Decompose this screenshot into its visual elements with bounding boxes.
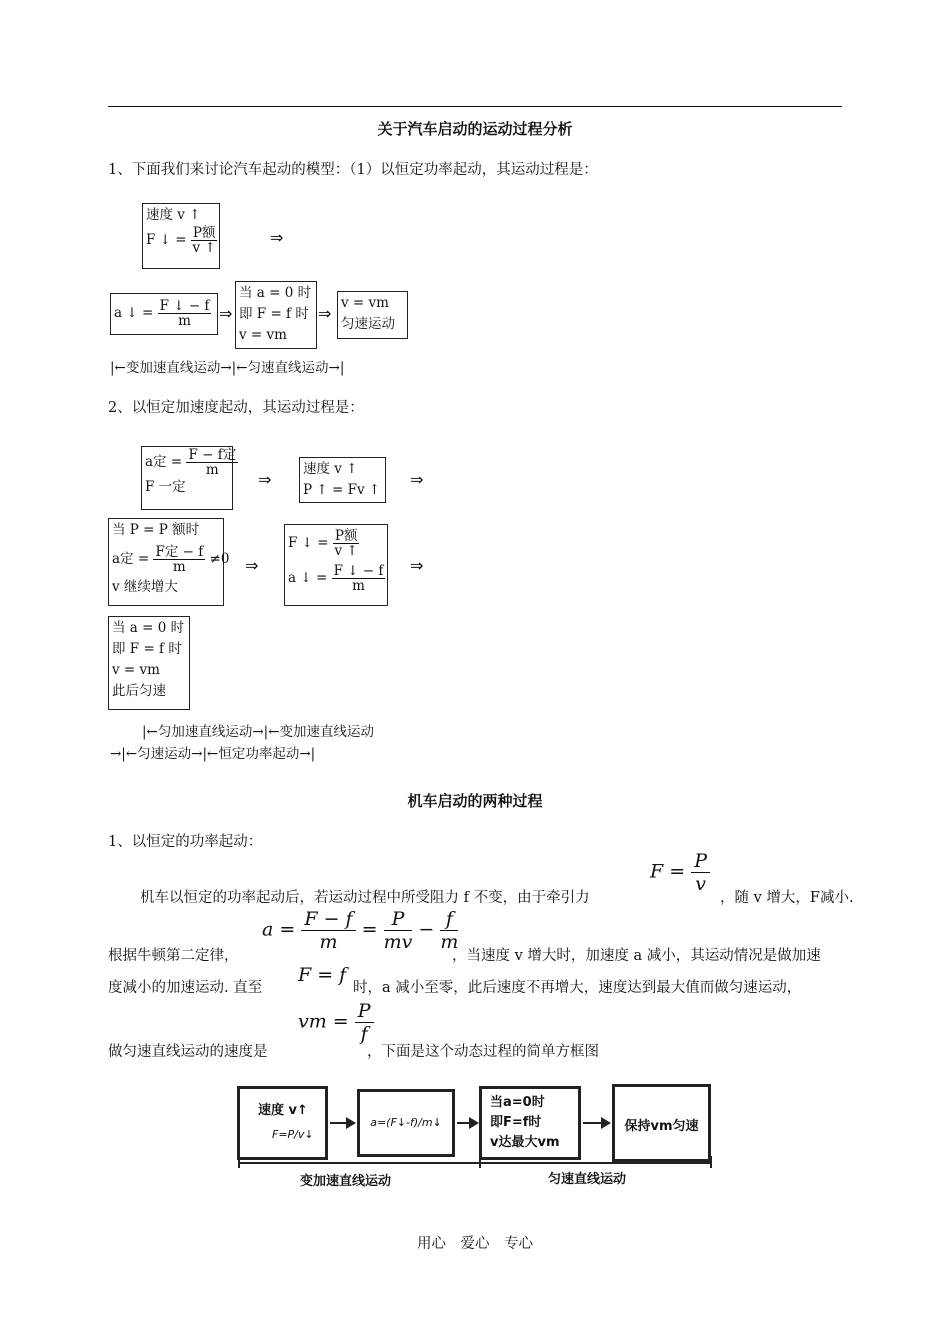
paragraph-5b: ，当速度 v 增大时，加速度 a 减小，其运动情况是做加速 (452, 948, 821, 964)
paragraph-5a: 根据牛顿第二定律， (108, 948, 239, 964)
fig2-box-force-decrease: F ↓ = $\frac{\text{P额}}{v ↑}$ a ↓ = $\frac{F ↓ - f}{m}$ (284, 524, 388, 606)
fig2-box-speed: 速度 v ↑ P ↑ = Fv ↑ (299, 457, 386, 503)
fig2-span-row1: |←匀加速直线运动→|←变加速直线运动 (142, 724, 375, 740)
section-title: 机车启动的两种过程 (407, 792, 543, 810)
formula-newton-second-law: a = $\frac{F - f}{m}$ = $\frac{P}{mv}$ − $\frac{f}{m}$ (262, 908, 459, 953)
implies-arrow: ⇒ (219, 304, 233, 323)
fig3-box-speed: 速度 v↑ F=P/v↓ (237, 1086, 328, 1160)
fig3-arrow (583, 1122, 609, 1124)
fig3-span-label-uniform: 匀速直线运动 (548, 1172, 627, 1187)
fig3-span-line (238, 1162, 711, 1164)
paragraph-4b: ，随 v 增大，F减小. (720, 890, 854, 906)
fig2-box-a-const: a定 = $\frac{\text{F − f定}}{m}$ F 一定 (141, 446, 233, 510)
implies-arrow: ⇒ (410, 556, 424, 575)
header-rule (108, 106, 842, 107)
fig2-span-row2: →|←匀速运动→|←恒定功率起动→| (110, 746, 316, 762)
fig3-box-uniform: 保持vm匀速 (612, 1084, 711, 1162)
formula-vm-equals-P-over-f: vm = $\frac{P}{f}$ (298, 1000, 374, 1045)
paragraph-7a: 做匀速直线运动的速度是 (108, 1044, 268, 1060)
fig1-box-condition: 当 a = 0 时 即 F = f 时 v = vm (235, 281, 317, 349)
fig3-span-tick (710, 1156, 712, 1168)
implies-arrow: ⇒ (318, 304, 332, 323)
paragraph-2: 2、以恒定加速度起动，其运动过程是： (108, 400, 364, 416)
fig2-box-condition: 当 a = 0 时 即 F = f 时 v = vm 此后匀速 (108, 616, 190, 710)
fig2-box-power-rated: 当 P = P 额时 a定 = $\frac{\text{F定 − f}}{m}$ ≠0 v 继续增大 (108, 518, 224, 606)
implies-arrow: ⇒ (258, 470, 272, 489)
fig3-arrow (330, 1122, 354, 1124)
paragraph-4a: 机车以恒定的功率起动后，若运动过程中所受阻力 f 不变，由于牵引力 (140, 890, 590, 906)
fig3-box-acceleration: a=(F↓-f)/m↓ (357, 1089, 455, 1157)
paragraph-1: 1、下面我们来讨论汽车起动的模型：（1）以恒定功率起动，其运动过程是： (108, 162, 598, 178)
fig3-arrow (457, 1122, 477, 1124)
formula-F-equals-P-over-v: F = $\frac{P}{v}$ (650, 850, 710, 895)
fig3-span-label-variable: 变加速直线运动 (300, 1174, 392, 1189)
implies-arrow: ⇒ (245, 556, 259, 575)
page-title: 关于汽车启动的运动过程分析 (377, 120, 573, 138)
page-footer: 用心 爱心 专心 (417, 1236, 533, 1252)
fig3-span-tick (238, 1156, 240, 1168)
formula-F-equals-f: F = f (298, 964, 347, 986)
fig1-box-speed: 速度 v ↑ F ↓ = $\frac{\text{P额}}{v ↑}$ (142, 203, 220, 269)
paragraph-7b: ，下面是这个动态过程的简单方框图 (367, 1044, 599, 1060)
paragraph-6b: 时，a 减小至零，此后速度不再增大，速度达到最大值而做匀速运动， (353, 980, 802, 996)
fig1-box-uniform: v = vm 匀速运动 (337, 291, 408, 339)
fig3-box-condition: 当a=0时 即F=f时 v达最大vm (479, 1086, 581, 1160)
paragraph-3: 1、以恒定的功率起动： (108, 834, 263, 850)
paragraph-6a: 度减小的加速运动. 直至 (108, 980, 263, 996)
implies-arrow: ⇒ (270, 228, 284, 247)
implies-arrow: ⇒ (410, 470, 424, 489)
fraction: $\frac{\text{P额}}{v ↑}$ (192, 225, 216, 256)
fig3-span-tick (479, 1156, 481, 1168)
fig1-box-acceleration: a ↓ = $\frac{F ↓ - f}{m}$ (110, 293, 218, 335)
fig1-span-labels: |←变加速直线运动→|←匀速直线运动→| (110, 360, 345, 376)
